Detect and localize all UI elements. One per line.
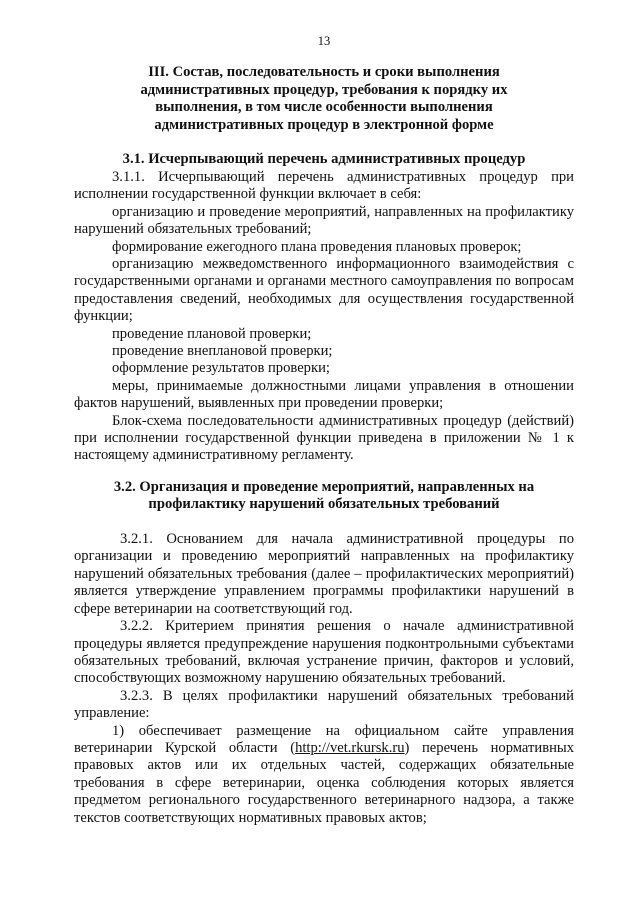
list-item-unplanned-inspection: проведение внеплановой проверки; bbox=[112, 343, 333, 360]
section-title: III. Состав, последовательность и сроки выполнения административных процедур, требования к порядку их выполнения, в том числе особенности выполнения административных процедур в электронной форме bbox=[140, 64, 508, 133]
subsection-title-3-1: 3.1. Исчерпывающий перечень административных процедур bbox=[122, 151, 526, 168]
item-1-text-before: 1) обеспечивает размещение на официальном сайте управления ветеринарии Курской области ( bbox=[74, 722, 574, 756]
list-item-results: оформление результатов проверки; bbox=[112, 360, 330, 377]
website-link[interactable]: http://vet.rkursk.ru bbox=[295, 739, 405, 756]
spacer bbox=[74, 134, 574, 151]
paragraph-3-2-1: 3.2.1. Основанием для начала административной процедуры по организации и проведению мероприятий направленных на профилактику нарушений обязательных требования (далее – профилактических мероприятий) является утверждение управлением программы профилактики нарушений в сфере ветеринарии на соответствующий год. bbox=[74, 531, 574, 617]
paragraph-3-1-1: 3.1.1. Исчерпывающий перечень административных процедур при исполнении государственной функции включает в себя: bbox=[74, 168, 574, 203]
item-1-text-after: ) перечень нормативных правовых актов или их отдельных частей, содержащих обязательные требования в сфере ветеринарии, оценка соблюдения которых является предметом регионального государственного ветеринарного надзора, а также текстов соответствующих нормативных правовых актов; bbox=[74, 739, 574, 826]
list-item-interagency: организацию межведомственного информационного взаимодействия с государственными органами и органами местного самоуправления по вопросам предоставления сведений, необходимых для осуществления государственной функции; bbox=[74, 256, 574, 325]
paragraph-3-2-2: 3.2.2. Критерием принятия решения о начале административной процедуры является предупреждение нарушения подконтрольными субъектами обязательных требований, включая устранение причин, факторов и условий, способствующих возможному нарушению обязательных требований. bbox=[74, 618, 574, 687]
spacer bbox=[74, 465, 574, 479]
list-item-prevention: организацию и проведение мероприятий, направленных на профилактику нарушений обязательных требований; bbox=[74, 203, 574, 238]
page-number: 13 bbox=[317, 34, 331, 48]
list-item-planned-inspection: проведение плановой проверки; bbox=[112, 325, 312, 342]
list-item-annual-plan: формирование ежегодного плана проведения плановых проверок; bbox=[112, 238, 522, 255]
spacer bbox=[74, 514, 574, 531]
paragraph-3-2-3: 3.2.3. В целях профилактики нарушений обязательных требований управление: bbox=[74, 687, 574, 722]
paragraph-flowchart: Блок-схема последовательности административных процедур (действий) при исполнении государственной функции приведена в приложении № 1 к настоящему административному регламенту. bbox=[74, 412, 574, 464]
subsection-title-3-2: 3.2. Организация и проведение мероприятий, направленных на профилактику нарушений обязательных требований bbox=[113, 478, 535, 513]
list-item-measures: меры, принимаемые должностными лицами управления в отношении фактов нарушений, выявленных при проведении проверки; bbox=[74, 377, 574, 412]
paragraph-item-1 bbox=[74, 723, 574, 827]
document-page bbox=[74, 34, 574, 827]
